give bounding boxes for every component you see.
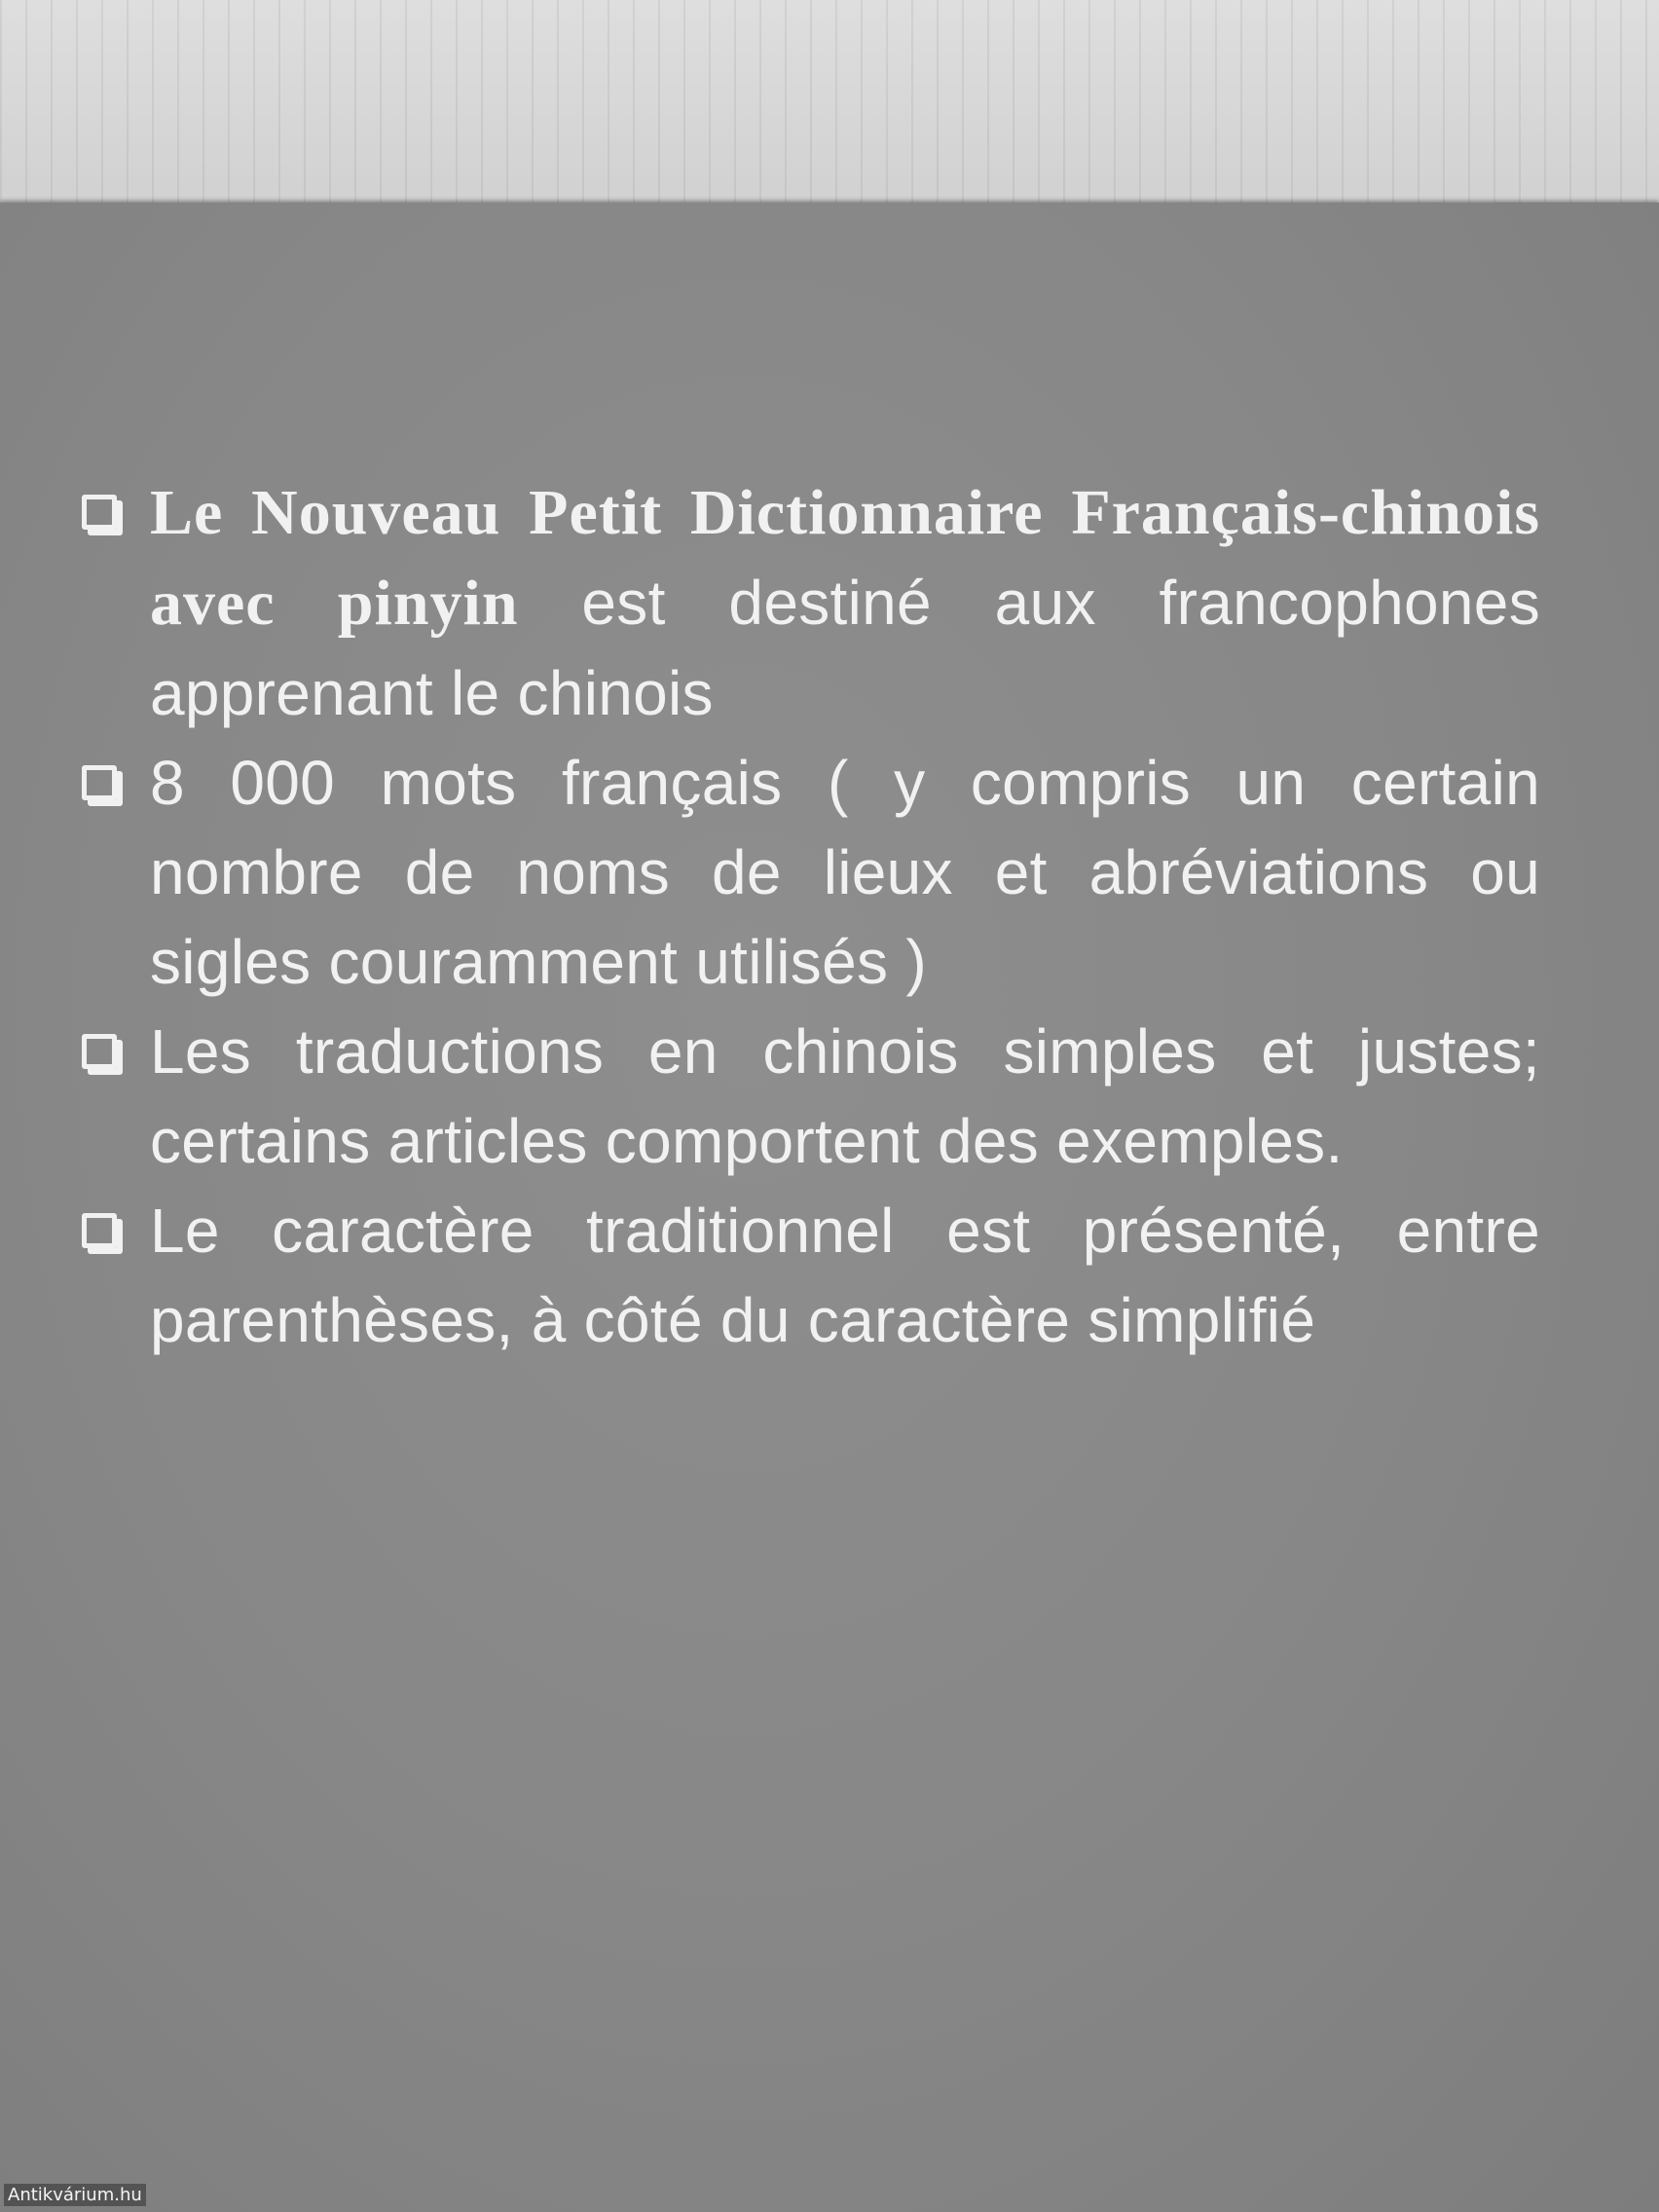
feature-text: Les traductions en chinois simples et justes; certains articles comportent des exemples. — [150, 1016, 1540, 1176]
feature-item-word-count — [80, 738, 1540, 1007]
dictionary-title: Le Nouveau Petit Dictionnaire Français-chinois avec pinyin — [150, 477, 1540, 639]
feature-text: 8 000 mots français ( y compris un certain nombre de noms de lieux et abréviations ou sigles couramment utilisés ) — [150, 748, 1540, 997]
feature-text: Le caractère traditionnel est présenté, entre parenthèses, à côté du caractère simplifié — [150, 1196, 1540, 1355]
feature-list — [80, 467, 1540, 1365]
checkbox-bullet-icon — [82, 1034, 117, 1069]
checkbox-bullet-icon — [82, 495, 117, 530]
feature-text: est destiné aux francophones apprenant le chinois — [150, 568, 1540, 728]
feature-item-translations — [80, 1007, 1540, 1186]
feature-item-characters — [80, 1186, 1540, 1365]
watermark: Antikvárium.hu — [4, 2184, 146, 2206]
checkbox-bullet-icon — [82, 765, 117, 800]
feature-item-title — [80, 467, 1540, 738]
background-surface — [0, 0, 1659, 234]
checkbox-bullet-icon — [82, 1213, 117, 1248]
